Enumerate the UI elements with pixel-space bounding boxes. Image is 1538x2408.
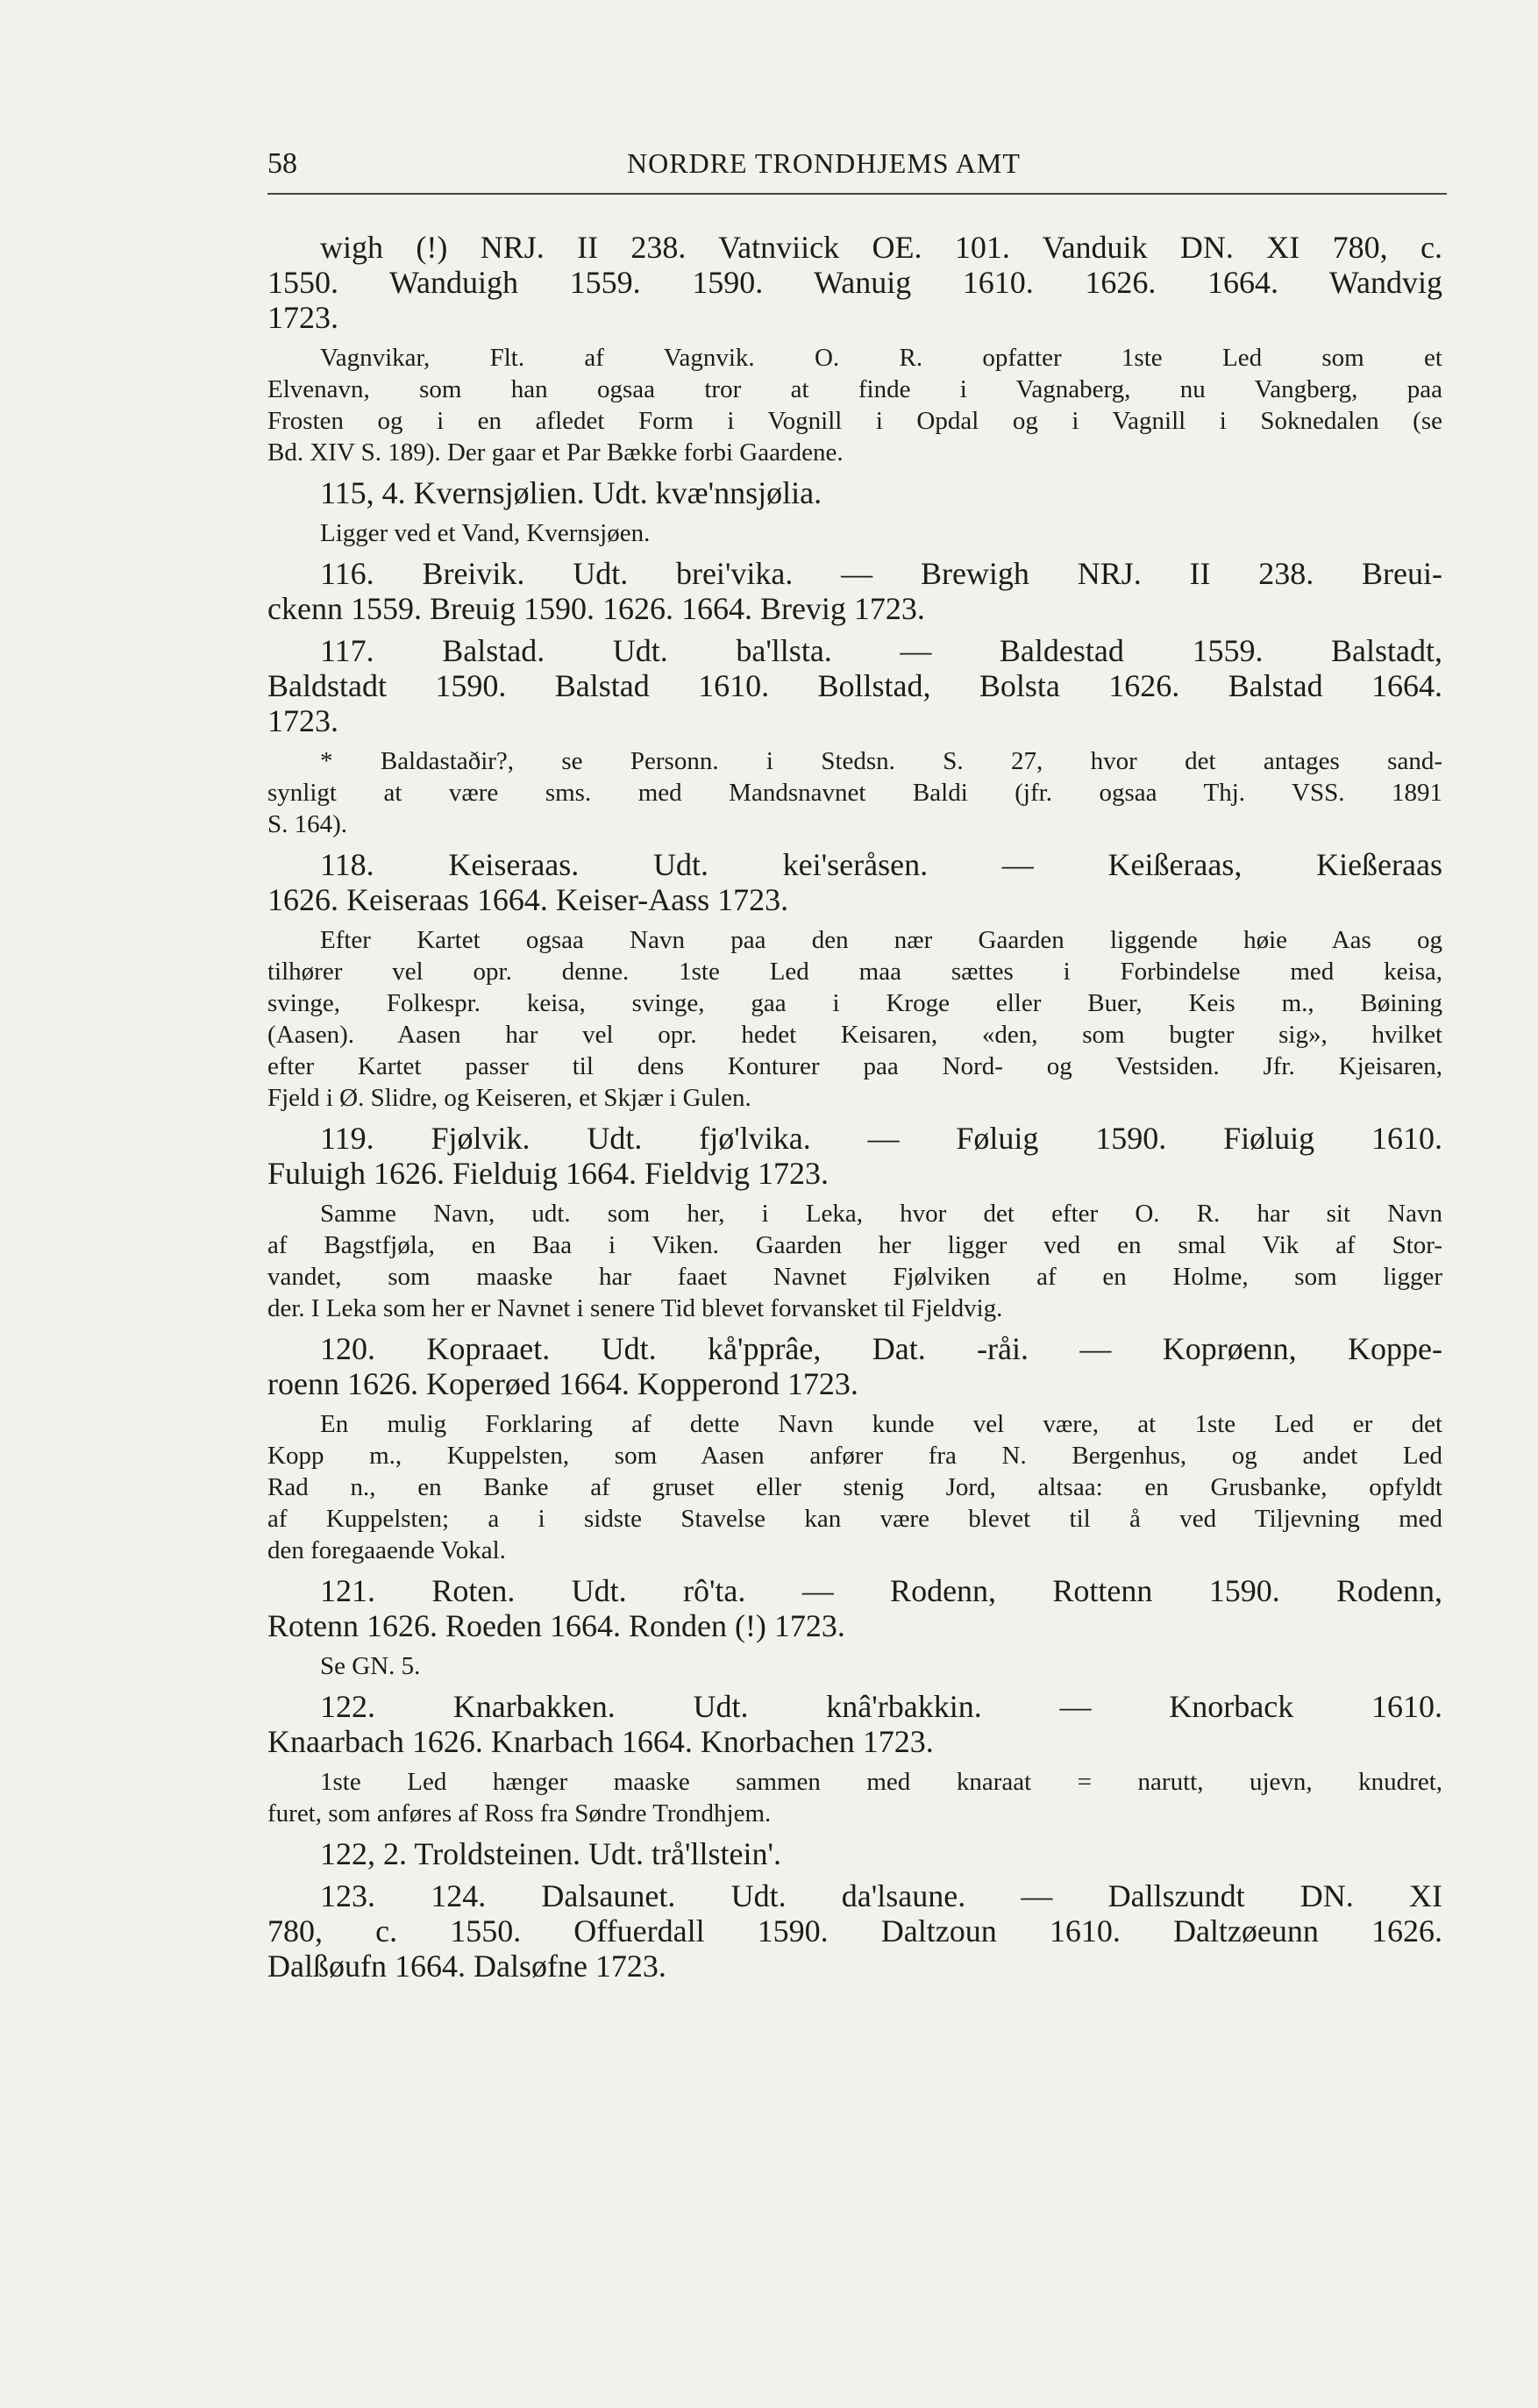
text-line: Ligger ved et Vand, Kvernsjøen. bbox=[320, 519, 651, 547]
text-line: 1550. Wanduigh 1559. 1590. Wanuig 1610. 1626. 1664. Wandvig bbox=[267, 265, 1442, 300]
note-paragraph bbox=[267, 517, 1442, 549]
text-line: Rotenn 1626. Roeden 1664. Ronden (!) 1723. bbox=[267, 1608, 845, 1643]
entry-paragraph bbox=[267, 1121, 1442, 1191]
text-line: * Baldastaðir?, se Personn. i Stedsn. S. 27, hvor det antages sand- bbox=[320, 747, 1442, 775]
text-line: Samme Navn, udt. som her, i Leka, hvor det efter O. R. har sit Navn bbox=[320, 1200, 1442, 1228]
text-line: 121. Roten. Udt. rô'ta. — Rodenn, Rottenn 1590. Rodenn, bbox=[320, 1573, 1442, 1608]
text-line: Frosten og i en afledet Form i Vognill i Opdal og i Vagnill i Soknedalen (se bbox=[267, 407, 1442, 435]
entry-paragraph bbox=[267, 1878, 1442, 1984]
text-line: Knaarbach 1626. Knarbach 1664. Knorbachen 1723. bbox=[267, 1724, 934, 1759]
entry-paragraph bbox=[267, 847, 1442, 917]
text-line: synligt at være sms. med Mandsnavnet Baldi (jfr. ogsaa Thj. VSS. 1891 bbox=[267, 779, 1442, 807]
entry-paragraph bbox=[267, 230, 1442, 335]
text-line: 117. Balstad. Udt. ba'llsta. — Baldestad 1559. Balstadt, bbox=[320, 633, 1442, 668]
entry-paragraph bbox=[267, 1573, 1442, 1643]
page-header bbox=[267, 140, 1447, 195]
text-line: Kopp m., Kuppelsten, som Aasen anfører fra N. Bergenhus, og andet Led bbox=[267, 1442, 1442, 1470]
text-line: S. 164). bbox=[267, 810, 348, 838]
text-line: 122. Knarbakken. Udt. knâ'rbakkin. — Knorback 1610. bbox=[320, 1689, 1442, 1724]
text-line: 123. 124. Dalsaunet. Udt. da'lsaune. — Dallszundt DN. XI bbox=[320, 1878, 1442, 1913]
text-line: svinge, Folkespr. keisa, svinge, gaa i Kroge eller Buer, Keis m., Bøining bbox=[267, 989, 1442, 1017]
running-title: NORDRE TRONDHJEMS AMT bbox=[627, 147, 1021, 179]
note-paragraph bbox=[267, 1198, 1442, 1324]
text-line: (Aasen). Aasen har vel opr. hedet Keisaren, «den, som bugter sig», hvilket bbox=[267, 1021, 1442, 1049]
text-line: En mulig Forklaring af dette Navn kunde vel være, at 1ste Led er det bbox=[320, 1410, 1442, 1438]
text-line: vandet, som maaske har faaet Navnet Fjølviken af en Holme, som ligger bbox=[267, 1263, 1442, 1291]
note-paragraph bbox=[267, 924, 1442, 1114]
text-line: den foregaaende Vokal. bbox=[267, 1536, 506, 1564]
text-line: 116. Breivik. Udt. brei'vika. — Brewigh NRJ. II 238. Breui- bbox=[320, 556, 1442, 591]
note-paragraph bbox=[267, 745, 1442, 840]
text-line: Efter Kartet ogsaa Navn paa den nær Gaarden liggende høie Aas og bbox=[320, 926, 1442, 954]
text-line: Fuluigh 1626. Fielduig 1664. Fieldvig 1723. bbox=[267, 1156, 830, 1191]
text-line: ckenn 1559. Breuig 1590. 1626. 1664. Brevig 1723. bbox=[267, 591, 925, 626]
page-body bbox=[267, 230, 1442, 1991]
entry-paragraph bbox=[267, 633, 1442, 738]
text-line: Bd. XIV S. 189). Der gaar et Par Bække forbi Gaardene. bbox=[267, 438, 844, 467]
text-line: 1626. Keiseraas 1664. Keiser-Aass 1723. bbox=[267, 882, 789, 917]
text-line: Dalßøufn 1664. Dalsøfne 1723. bbox=[267, 1948, 666, 1984]
note-paragraph bbox=[267, 1766, 1442, 1829]
text-line: 115, 4. Kvernsjølien. Udt. kvæ'nnsjølia. bbox=[320, 475, 822, 510]
text-line: Fjeld i Ø. Slidre, og Keiseren, et Skjær i Gulen. bbox=[267, 1084, 751, 1112]
note-paragraph bbox=[267, 1650, 1442, 1682]
entry-paragraph bbox=[267, 556, 1442, 626]
text-line: 118. Keiseraas. Udt. kei'seråsen. — Keißeraas, Kießeraas bbox=[320, 847, 1442, 882]
text-line: Vagnvikar, Flt. af Vagnvik. O. R. opfatter 1ste Led som et bbox=[320, 344, 1442, 372]
text-line: der. I Leka som her er Navnet i senere Tid blevet forvansket til Fjeldvig. bbox=[267, 1294, 1003, 1322]
text-line: Se GN. 5. bbox=[320, 1652, 421, 1680]
text-line: 780, c. 1550. Offuerdall 1590. Daltzoun 1610. Daltzøeunn 1626. bbox=[267, 1913, 1442, 1948]
text-line: af Kuppelsten; a i sidste Stavelse kan være blevet til å ved Tiljevning med bbox=[267, 1505, 1442, 1533]
text-line: Baldstadt 1590. Balstad 1610. Bollstad, Bolsta 1626. Balstad 1664. bbox=[267, 668, 1442, 703]
note-paragraph bbox=[267, 342, 1442, 468]
text-line: 122, 2. Troldsteinen. Udt. trå'llstein'. bbox=[320, 1836, 781, 1871]
entry-paragraph bbox=[267, 1836, 1442, 1871]
text-line: efter Kartet passer til dens Konturer paa Nord- og Vestsiden. Jfr. Kjeisaren, bbox=[267, 1052, 1442, 1080]
text-line: 119. Fjølvik. Udt. fjø'lvika. — Føluig 1590. Fiøluig 1610. bbox=[320, 1121, 1442, 1156]
note-paragraph bbox=[267, 1408, 1442, 1566]
text-line: af Bagstfjøla, en Baa i Viken. Gaarden her ligger ved en smal Vik af Stor- bbox=[267, 1231, 1442, 1259]
entry-paragraph bbox=[267, 1689, 1442, 1759]
text-line: 1723. bbox=[267, 703, 338, 738]
text-line: 1ste Led hænger maaske sammen med knaraat = narutt, ujevn, knudret, bbox=[320, 1768, 1442, 1796]
entry-paragraph bbox=[267, 475, 1442, 510]
text-line: wigh (!) NRJ. II 238. Vatnviick OE. 101. Vanduik DN. XI 780, c. bbox=[320, 230, 1442, 265]
text-line: 1723. bbox=[267, 300, 338, 335]
text-line: Elvenavn, som han ogsaa tror at finde i Vagnaberg, nu Vangberg, paa bbox=[267, 375, 1442, 403]
entry-paragraph bbox=[267, 1331, 1442, 1401]
text-line: Rad n., en Banke af gruset eller stenig Jord, altsaa: en Grusbanke, opfyldt bbox=[267, 1473, 1442, 1501]
text-line: 120. Kopraaet. Udt. kå'pprâe, Dat. -råi. — Koprøenn, Koppe- bbox=[320, 1331, 1442, 1366]
text-line: roenn 1626. Koperøed 1664. Kopperond 1723. bbox=[267, 1366, 858, 1401]
text-line: tilhører vel opr. denne. 1ste Led maa sættes i Forbindelse med keisa, bbox=[267, 958, 1442, 986]
page-number: 58 bbox=[267, 147, 297, 180]
text-line: furet, som anføres af Ross fra Søndre Trondhjem. bbox=[267, 1799, 772, 1827]
